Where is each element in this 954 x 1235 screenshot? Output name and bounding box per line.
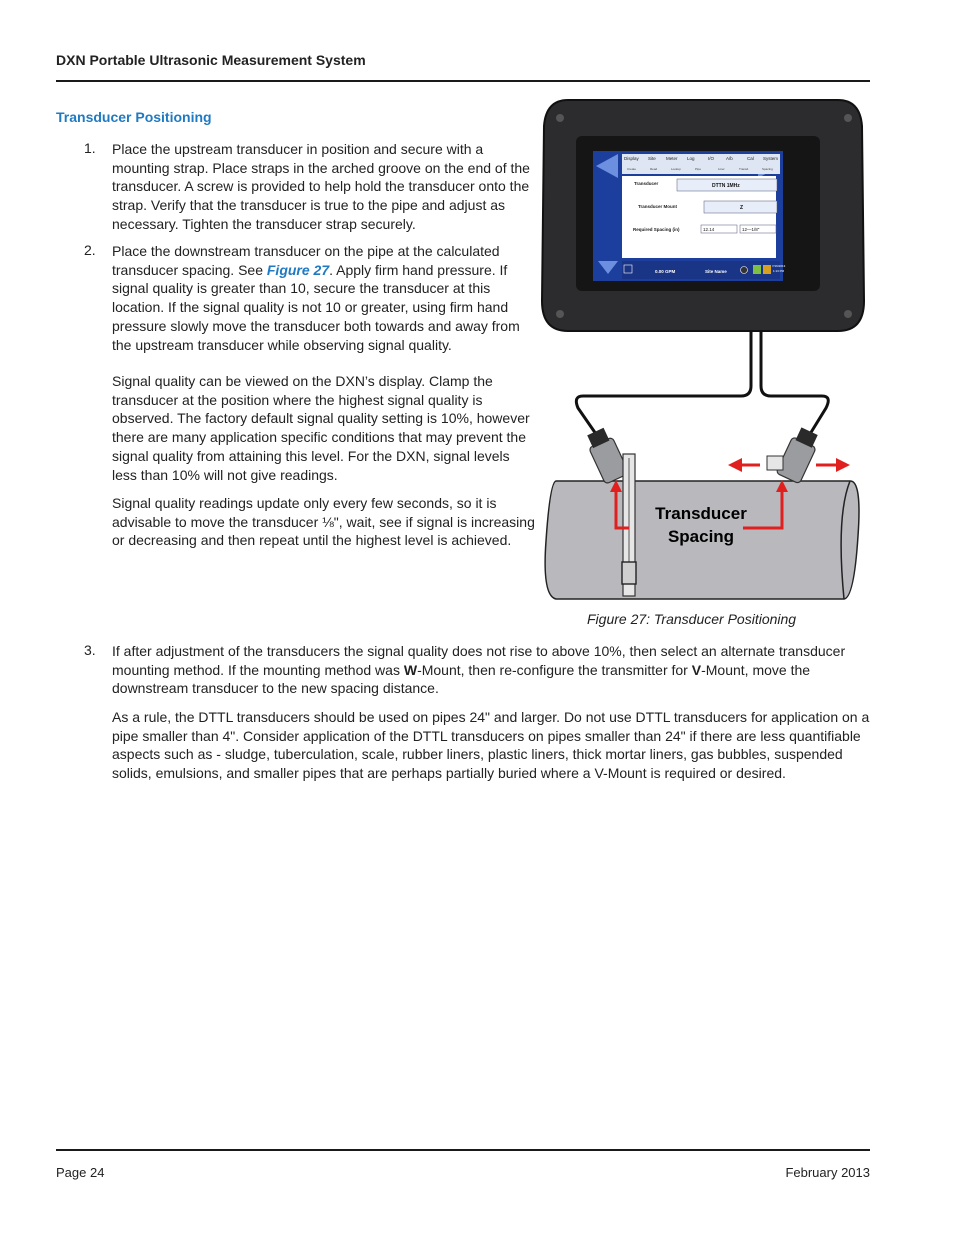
move-arrow-right-icon xyxy=(836,458,850,472)
publication-date: February 2013 xyxy=(785,1165,870,1180)
screen-tab-site[interactable]: Site xyxy=(648,156,656,161)
screen-tab-bar xyxy=(622,154,780,174)
step-3-bold-w: W xyxy=(403,661,418,678)
screen-row3-value-2: 12—1/8" xyxy=(742,227,760,232)
screen-tab-display[interactable]: Display xyxy=(624,156,639,161)
screen-tab-system[interactable]: System xyxy=(763,156,779,161)
screw-top-right xyxy=(844,114,852,122)
upstream-transducer xyxy=(584,426,630,484)
screen-time: 1:13 PM xyxy=(773,269,785,273)
screen-subtab-transd[interactable]: Transd. xyxy=(739,167,750,171)
step-3-text-b: -Mount, then re-configure the transmitter for xyxy=(417,661,692,678)
strap-buckle xyxy=(622,562,636,584)
screen-row3-value-1: 12.14 xyxy=(703,227,715,232)
screen-tab-io[interactable]: I/O xyxy=(708,156,715,161)
figure-27-link[interactable]: Figure 27 xyxy=(266,261,330,278)
step-1-text: Place the upstream transducer in position and secure with a mounting strap. Place straps in the arched groove on the end of the transducer. A screw is provided to help hold the transducer onto the strap. Verify that the transducer is true to the pipe and adjust as necessary. Tighten the transducer strap securely. xyxy=(112,141,530,232)
transducer-spacing-label-2: Spacing xyxy=(667,527,735,546)
screen-subtab-pipe[interactable]: Pipe xyxy=(695,167,702,171)
step-3-text xyxy=(112,642,874,698)
screw-bottom-left xyxy=(556,310,564,318)
step-3-text-a: If after adjustment of the transducers the signal quality does not rise to above 10%, then select an alternate transducer mounting method. If the mounting method was xyxy=(112,643,846,678)
screen-subtab-create[interactable]: Create xyxy=(627,167,637,171)
screen-tab-cal[interactable]: Cal xyxy=(747,156,754,161)
downstream-clamp xyxy=(767,456,783,470)
downstream-cable xyxy=(761,331,828,434)
figure-caption: Figure 27: Transducer Positioning xyxy=(587,611,797,627)
step-3-bold-v: V xyxy=(691,661,702,678)
step-3-paragraph-2: As a rule, the DTTL transducers should be used on pipes 24" and larger. Do not use DTTL transducers for application on a pipe smaller than 4". Consider application of the DTTL transducers on pipes smaller than 24" if there are less quantifiable aspects such as - sludge, tuberculation, scale, rubber liners, plastic liners, thick mortar liners, gas bubbles, suspended solids, emulsions, and smaller pipes that are perhaps partially buried where a V-Mount is required or desired. xyxy=(112,709,870,782)
move-arrow-left-icon xyxy=(728,458,742,472)
step-3-text-c: -Mount, move the downstream transducer to the new spacing distance. xyxy=(112,661,811,697)
page-number: Page 24 xyxy=(56,1165,105,1180)
screw-bottom-right xyxy=(844,310,852,318)
footer-rule xyxy=(56,1149,870,1151)
step-2-text-after: . Apply firm hand pressure. If signal quality is greater than 10, secure the transducer at this location. If the signal quality is not 10 or greater, using firm hand pressure slowly move the transducer both towards and away from the upstream transducer while observing signal quality. xyxy=(112,261,520,353)
screen-settings-icon[interactable] xyxy=(763,265,771,274)
screen-row3-label: Required Spacing (in) xyxy=(633,227,680,232)
header-rule xyxy=(56,80,870,82)
screen-row1-label: Transducer xyxy=(634,181,659,186)
screen-subtab-lookup[interactable]: Lookup xyxy=(671,167,681,171)
screen-subtab-liner[interactable]: Liner xyxy=(718,167,725,171)
screen-signal-icon[interactable] xyxy=(753,265,761,274)
screen-row1-value: DTTN 1MHz xyxy=(712,183,740,189)
screen-row2-value: Z xyxy=(740,205,744,211)
screen-subtab-spacing[interactable]: Spacing xyxy=(762,167,773,171)
screen-date: 7/16/2013 xyxy=(772,264,786,268)
upstream-cable xyxy=(576,331,751,434)
step-2-text-before: Place the downstream transducer on the pipe at the calculated transducer spacing. See xyxy=(112,243,500,278)
screen-row2-label: Transducer Mount xyxy=(638,204,678,209)
screw-top-left xyxy=(556,114,564,122)
transducer-positioning-figure xyxy=(538,96,870,606)
step-2-text xyxy=(112,242,537,354)
screen-flow-value: 0.00 GPM xyxy=(655,269,676,274)
page-header-title: DXN Portable Ultrasonic Measurement System xyxy=(56,52,366,68)
figure-svg xyxy=(538,96,870,606)
step-number-3: 3. xyxy=(84,642,96,658)
screen-tab-meter[interactable]: Meter xyxy=(666,156,678,161)
screen-subtab-read[interactable]: Read xyxy=(650,167,658,171)
step-number-2: 2. xyxy=(84,242,96,258)
step-number-1: 1. xyxy=(84,140,96,156)
step-2-paragraph-2: Signal quality can be viewed on the DXN’s display. Clamp the transducer at the position where the highest signal quality is observed. The factory default signal quality setting is 10%, however there are many application specific conditions that may prevent the signal quality from attaining this level. For the DXN, signal levels less than 10% will not give readings. xyxy=(112,373,530,483)
transducer-spacing-label-1: Transducer xyxy=(655,504,747,523)
screen-site-name: Site Name xyxy=(705,269,727,274)
downstream-transducer xyxy=(776,426,822,484)
section-title: Transducer Positioning xyxy=(56,109,212,125)
screen-power-icon[interactable] xyxy=(741,267,748,274)
screen-tab-log[interactable]: Log xyxy=(687,156,695,161)
step-2-paragraph-3: Signal quality readings update only every few seconds, so it is advisable to move the transducer ⅛", wait, see if signal is increasing or decreasing and then repeat until the highest level is achieved. xyxy=(112,495,535,549)
screen-tab-ab[interactable]: A/b xyxy=(726,156,733,161)
